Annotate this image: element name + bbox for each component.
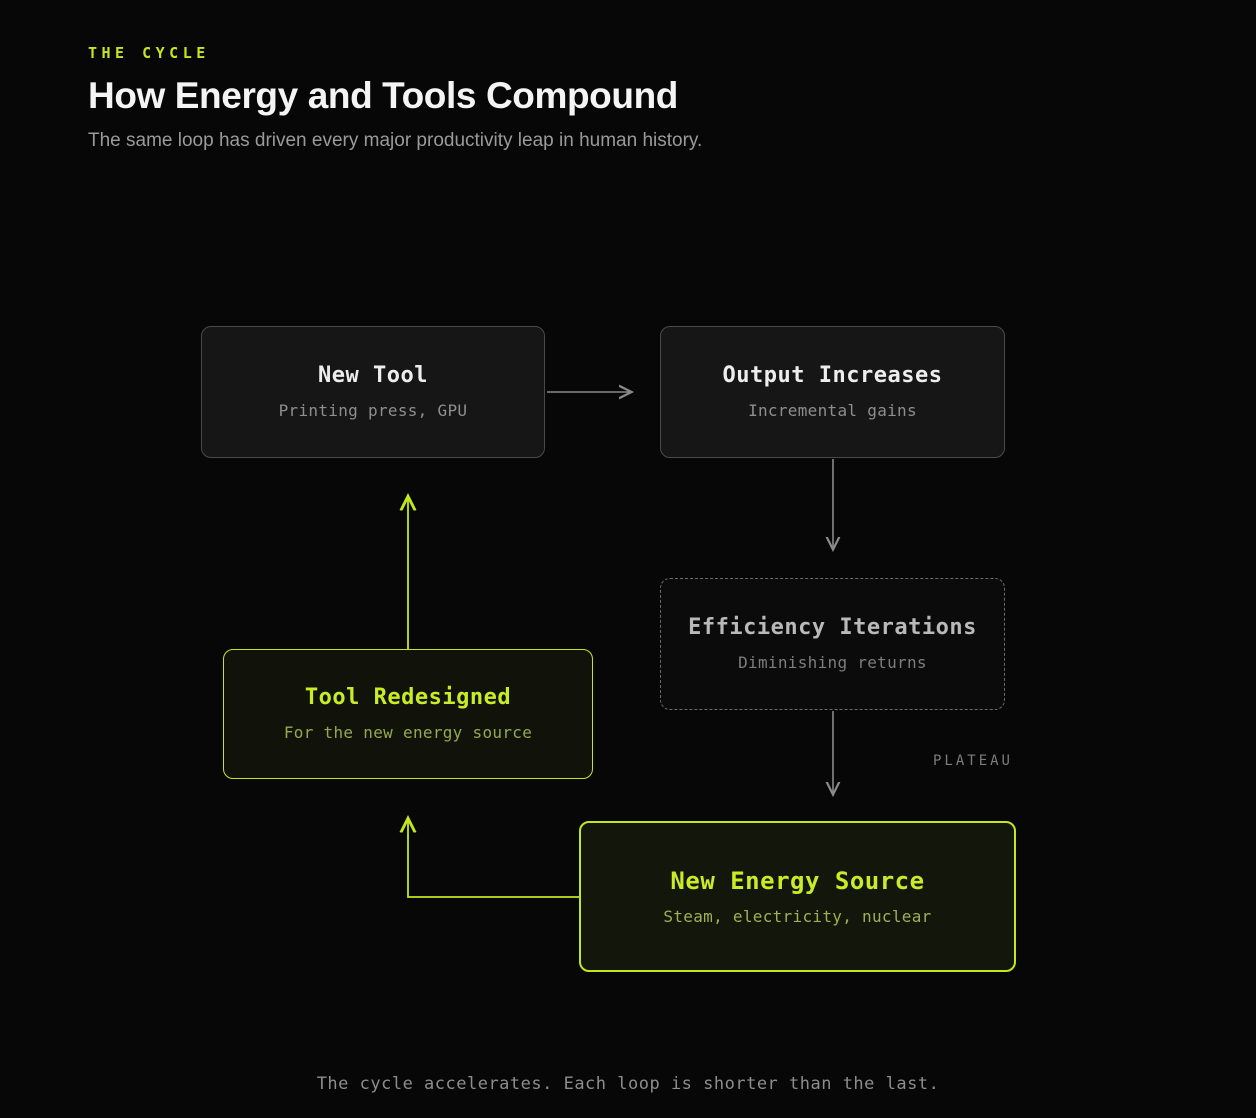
- node-new-tool[interactable]: [201, 326, 545, 458]
- plateau-annotation: PLATEAU: [932, 753, 1013, 769]
- node-new-tool-title: New Tool: [318, 363, 428, 389]
- node-new-energy-source-title: New Energy Source: [670, 866, 925, 895]
- node-tool-redesigned-title: Tool Redesigned: [304, 685, 512, 711]
- node-output-increases[interactable]: [660, 326, 1005, 458]
- node-tool-redesigned-subtitle: For the new energy source: [283, 723, 533, 743]
- node-new-energy-source-subtitle: Steam, electricity, nuclear: [663, 906, 932, 926]
- node-efficiency-iterations-subtitle: Diminishing returns: [738, 653, 927, 673]
- node-tool-redesigned[interactable]: [223, 649, 593, 779]
- node-output-increases-title: Output Increases: [722, 363, 943, 389]
- edge-energy-to-redesigned: [408, 820, 579, 897]
- page-title: How Energy and Tools Compound: [88, 75, 678, 116]
- node-new-energy-source[interactable]: [579, 821, 1016, 972]
- node-output-increases-subtitle: Incremental gains: [748, 401, 917, 421]
- node-new-tool-subtitle: Printing press, GPU: [278, 401, 468, 421]
- footer-note: The cycle accelerates. Each loop is shorter than the last.: [316, 1074, 940, 1094]
- node-efficiency-iterations[interactable]: [660, 578, 1005, 710]
- page-subtitle: The same loop has driven every major productivity leap in human history.: [88, 129, 703, 151]
- eyebrow-label: THE CYCLE: [88, 44, 210, 62]
- node-efficiency-iterations-title: Efficiency Iterations: [688, 615, 977, 641]
